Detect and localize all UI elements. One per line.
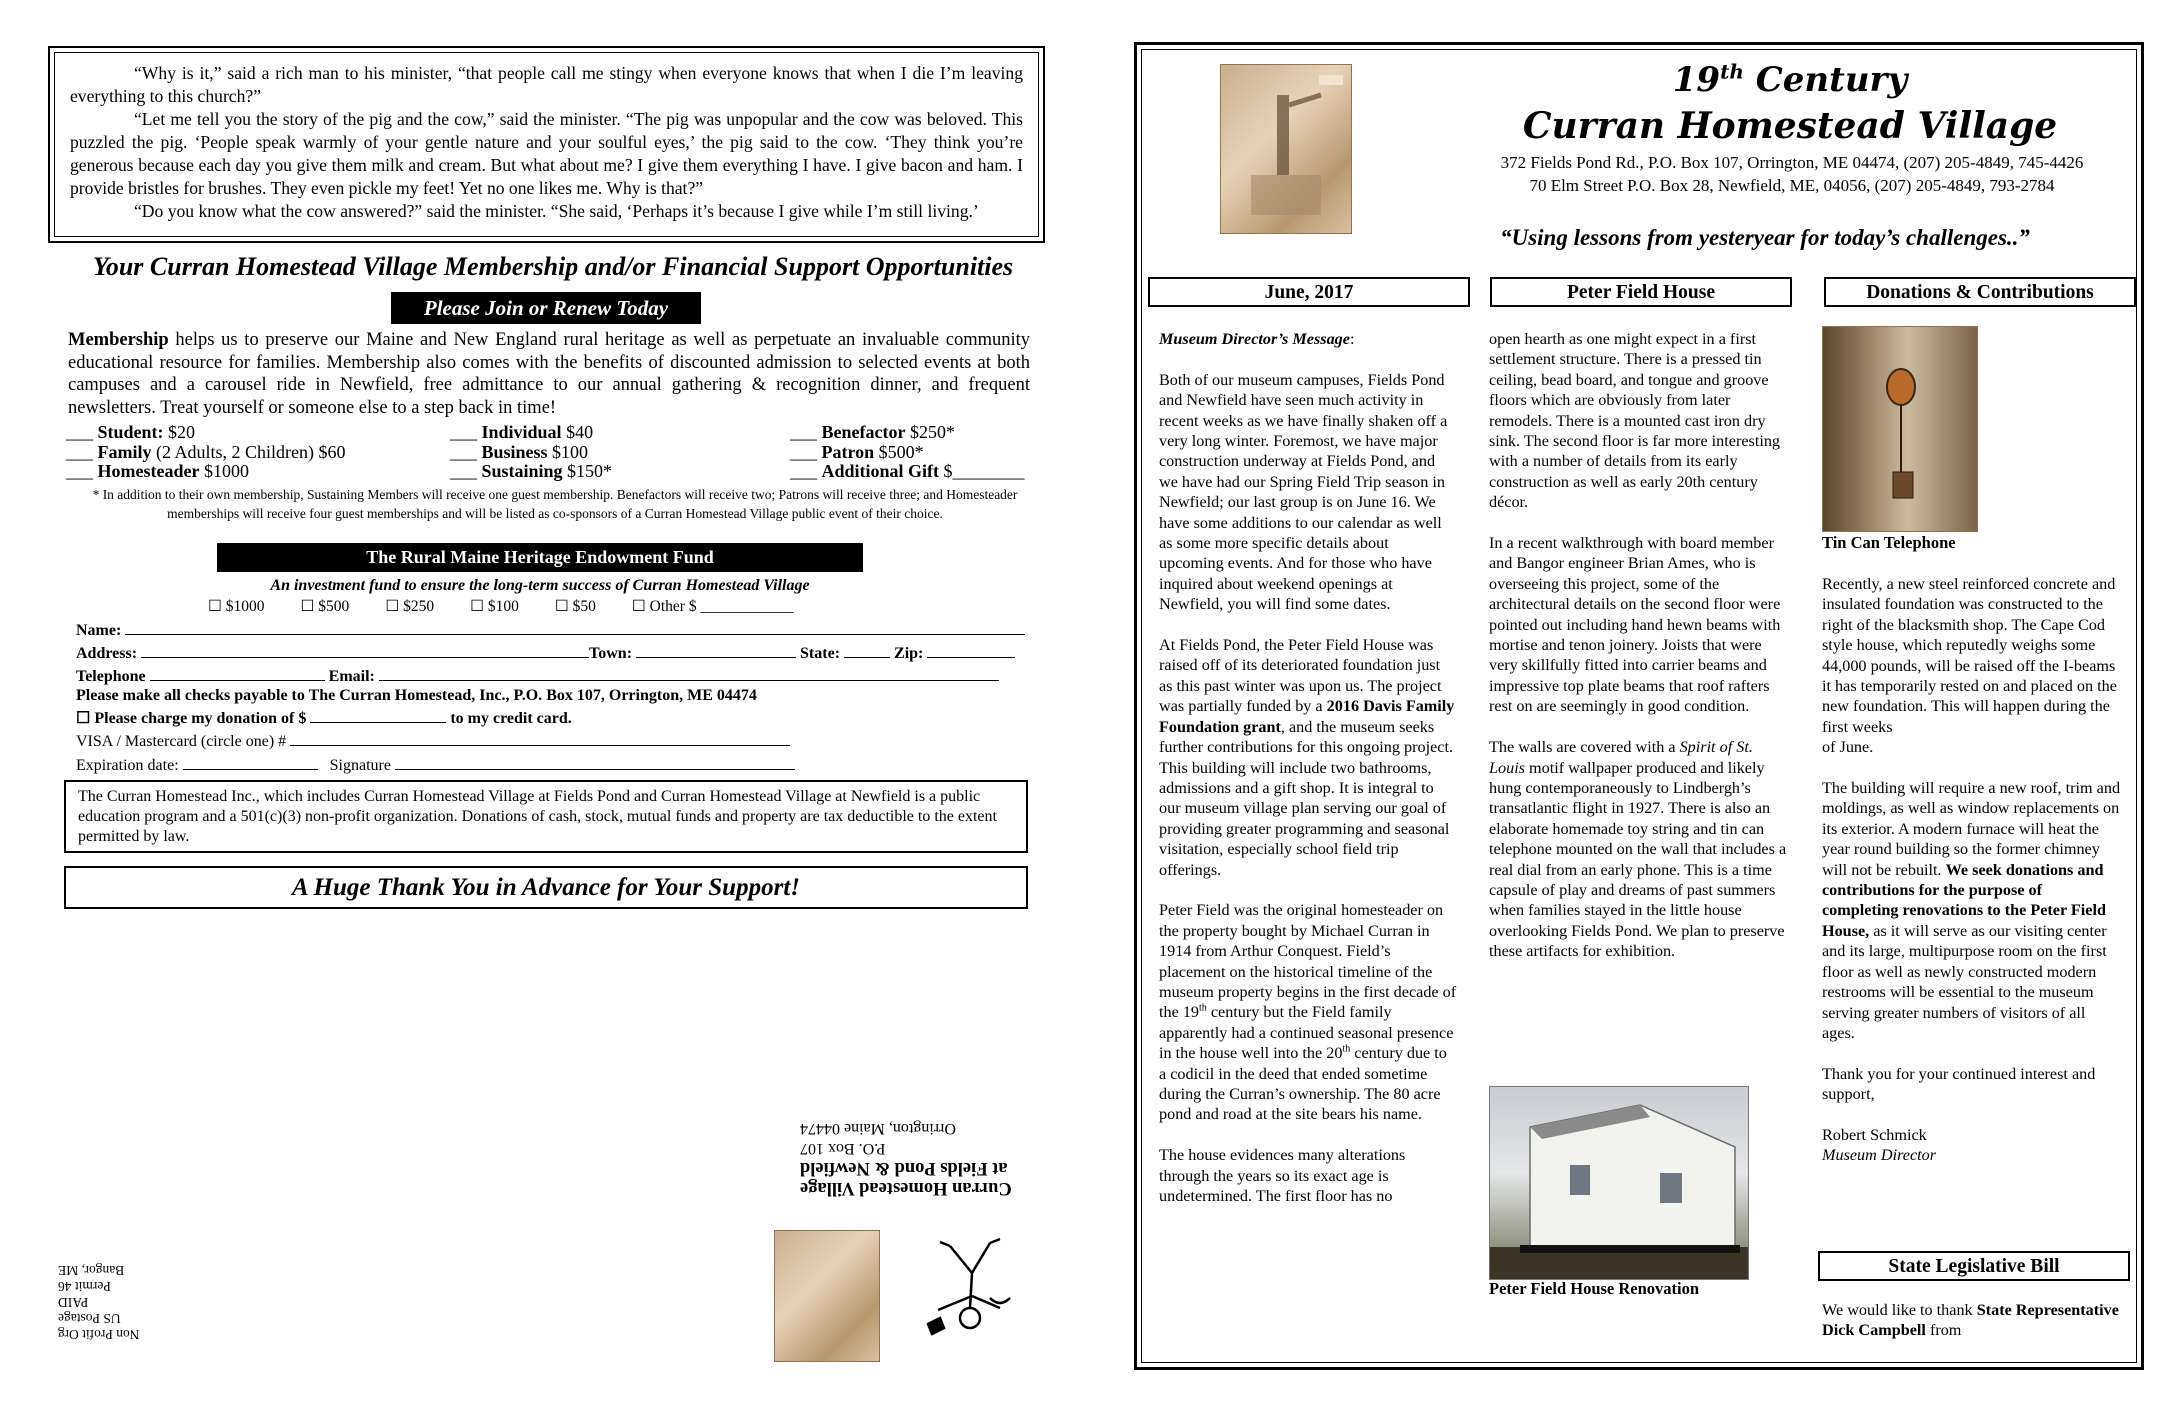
return-address-line: at Fields Pond & Newfield [800, 1158, 1008, 1178]
fund-option-100[interactable]: ☐ $100 [470, 598, 519, 615]
fund-option-250[interactable]: ☐ $250 [385, 598, 435, 615]
postage-line: US Postage [58, 1311, 121, 1326]
checks-note: Please make all checks payable to The Curran Homestead, Inc., P.O. Box 107, Orrington, ME 04474 [76, 687, 757, 704]
signature-title: Museum Director [1822, 1146, 1937, 1165]
zip-label: Zip: [894, 645, 924, 662]
return-address-line: Orrington, Maine 04474 [800, 1120, 956, 1137]
membership-heading: Your Curran Homestead Village Membership and/or Financial Support Opportunities [92, 252, 1014, 281]
donation-paragraph: Recently, a new steel reinforced concrete and insulated foundation was constructed to the right of the blacksmith shop. The Cape Cod style house, which reputedly weighs some 44,000 pounds, will be raised off the I-beams it has temporarily rested on and placed on the new foundation. This will happen during the first weeks [1822, 575, 2117, 736]
charge-amount-field[interactable] [310, 708, 446, 723]
postage-line: Bangor, ME [58, 1263, 125, 1278]
message-label-line: Museum Director’s Message: [1159, 330, 1355, 348]
newsletter-title: 19th Century [1672, 59, 1908, 100]
story-paragraph: “Let me tell you the story of the pig and the cow,” said the minister. “The pig was unpopular and the cow was beloved. This puzzled the pig. ‘People speak warmly of your gentle nature and your soulful eyes,’ the pig said to the cow. ‘They think you’re generous because each day you give them milk and cream. But what about me? I give them everything I have. I give bacon and ham. I provide bristles for brushes. They even pickle my feet! Yet no one likes me. Why is that?” [70, 109, 1023, 198]
tier-individual[interactable]: ___ Individual $40 [450, 422, 594, 442]
tin-can-telephone-photo [1822, 326, 1978, 532]
email-field[interactable] [379, 666, 999, 681]
charge-label: to my credit card. [450, 710, 572, 727]
expiration-row [76, 755, 795, 775]
email-label: Email: [328, 668, 375, 685]
telephone-row [76, 666, 999, 686]
return-address [800, 1118, 1070, 1198]
tier-student[interactable]: ___ Student: $20 [66, 422, 196, 442]
name-label: Name: [76, 622, 122, 639]
column-peter-field-house [1489, 329, 1787, 982]
house-paragraph: In a recent walkthrough with board member and Bangor engineer Brian Ames, who is overseeing this project, some of the architectural details on the second floor were pointed out including hand hewn beams with mortise and tenon joinery. Joists that were very skillfully fitted into carrier beams and impressive top plate beams that roof rafters rest on are seemingly in good condition. [1489, 534, 1781, 716]
house-photo-caption: Peter Field House Renovation [1489, 1279, 1700, 1298]
message-paragraph: At Fields Pond, the Peter Field House was raised off of its deteriorated foundation just as this past winter was upon us. The project was partially funded by a 2016 Davis Family Foundation grant, and the museum seeks further contributions for this ongoing project. This building will include two bathrooms, admissions and a gift shop. It is integral to our museum village plan serving our goal of providing greater programming and seasonal visitation, especially school field trip offerings. [1159, 636, 1455, 879]
postage-line: Permit 46 [58, 1279, 111, 1294]
postage-line: PAID [58, 1295, 89, 1310]
tier-benefactor[interactable]: ___ Benefactor $250* [790, 422, 955, 442]
tier-patron[interactable]: ___ Patron $500* [790, 442, 924, 462]
column-directors-message [1159, 329, 1457, 1227]
newsletter-motto: “Using lessons from yesteryear for today’s challenges..” [1500, 225, 2030, 250]
fund-option-1000[interactable]: ☐ $1000 [208, 598, 265, 615]
tier-family[interactable]: ___ Family (2 Adults, 2 Children) $60 [66, 442, 346, 462]
expiration-field[interactable] [183, 755, 318, 770]
house-paragraph: open hearth as one might expect in a first settlement structure. There is a pressed tin ceiling, bead board, and tongue and groove floors which are obviously from later remodels. There is a mounted cast iron dry sink. The second floor is far more interesting with a number of details from its early construction as well as early 20th century décor. [1489, 330, 1781, 512]
tier-business[interactable]: ___ Business $100 [450, 442, 589, 462]
pump-photo-small [774, 1230, 880, 1362]
address-label: Address: [76, 645, 138, 662]
signature-field[interactable] [395, 755, 795, 770]
message-paragraph: The house evidences many alterations through the years so its exact age is undetermined. The first floor has no [1159, 1146, 1406, 1205]
pump-photo [1220, 64, 1352, 234]
fund-option-other[interactable]: ☐ Other $ ____________ [631, 598, 794, 615]
membership-description [68, 329, 1030, 419]
name-field[interactable] [125, 620, 1025, 635]
charge-checkbox[interactable]: ☐ Please charge my donation of $ [76, 710, 307, 727]
message-paragraph: Peter Field was the original homesteader on the property bought by Michael Curran in 1914 from Arthur Conquest. Field’s placement on the historical timeline of the museum property begins in the first decade of the 19th century but the Field family apparently had a continued seasonal presence in the house well into the 20th century due to a codicil in the deed that ended sometime during the Curran’s ownership. The 80 acre pond and road at the site bears his name. [1159, 901, 1457, 1124]
house-paragraph: The walls are covered with a Spirit of St. Louis motif wallpaper produced and likely hung contemporaneously to Lindbergh’s transatlantic flight in 1927. There is also an elaborate homemade toy string and tin can telephone mounted on the wall that includes a real dial from an early phone. This is a time capsule of play and dreams of past summers when families stayed in the little house overlooking Fields Pond. We plan to preserve these artifacts for exhibition. [1489, 738, 1787, 961]
tier-additional-gift[interactable]: ___ Additional Gift $________ [790, 461, 1025, 481]
card-row [76, 731, 790, 751]
signature-label: Signature [329, 757, 391, 774]
house-photo [1489, 1086, 1749, 1280]
logo-illustration [900, 1232, 1030, 1358]
thank-you-banner: A Huge Thank You in Advance for Your Support! [64, 866, 1028, 909]
telephone-label: Telephone [76, 668, 146, 685]
name-row [76, 620, 1025, 640]
town-label: Town: [589, 645, 633, 662]
column-heading-legislative-bill: State Legislative Bill [1818, 1251, 2130, 1281]
tin-can-caption: Tin Can Telephone [1822, 533, 1956, 552]
state-field[interactable] [844, 643, 890, 658]
tier-sustaining[interactable]: ___ Sustaining $150* [450, 461, 613, 481]
join-banner: Please Join or Renew Today [391, 292, 701, 324]
donation-paragraph: of June. [1822, 738, 1874, 757]
column-heading-donations: Donations & Contributions [1824, 277, 2136, 307]
legislative-bill-text: We would like to thank State Representative Dick Campbell from [1822, 1301, 2119, 1340]
town-field[interactable] [636, 643, 796, 658]
fund-option-500[interactable]: ☐ $500 [300, 598, 350, 615]
postage-indicia [58, 1262, 168, 1342]
postage-line: Non Profit Org [58, 1327, 140, 1342]
donation-paragraph: Thank you for your continued interest and support, [1822, 1064, 2096, 1104]
card-label: VISA / Mastercard (circle one) # [76, 733, 287, 750]
membership-bold: Membership [68, 330, 169, 350]
address-newfield: 70 Elm Street P.O. Box 28, Newfield, ME, 04056, (207) 205-4849, 793-2784 [1529, 176, 2055, 195]
nonprofit-notice: The Curran Homestead Inc., which includes Curran Homestead Village at Fields Pond and Curran Homestead Village at Newfield is a public education program and a 501(c)(3) non-profit organization. Donations of cash, stock, mutual funds and property are tax deductible to the extent permitted by law. [64, 780, 1028, 853]
address-field[interactable] [141, 643, 589, 658]
story-box [48, 46, 1045, 243]
tier-homesteader[interactable]: ___ Homesteader $1000 [66, 461, 249, 481]
address-fields-pond: 372 Fields Pond Rd., P.O. Box 107, Orrington, ME 04474, (207) 205-4849, 745-4426 [1500, 153, 2084, 172]
story-paragraph: “Do you know what the cow answered?” said the minister. “She said, ‘Perhaps it’s because I give while I’m still living.’ [134, 201, 979, 221]
story-paragraph: “Why is it,” said a rich man to his minister, “that people call me stingy when everyone knows that when I die I’m leaving everything to this church?” [70, 63, 1023, 106]
endowment-options [208, 597, 829, 616]
return-address-line: Curran Homestead Village [800, 1178, 1012, 1198]
charge-row [76, 708, 572, 728]
address-row [76, 643, 1015, 663]
telephone-field[interactable] [150, 666, 325, 681]
membership-intro: helps us to preserve our Maine and New England rural heritage as well as perpetuate an invaluable community educational resource for families. Membership also comes with the benefits of discounted admission to selected events at both campuses and a carousel ride in Newfield, free admittance to our annual gathering & recognition dinner, and frequent newsletters. Treat yourself or someone else to a step back in time! [68, 330, 1030, 418]
column-heading-peter-field: Peter Field House [1490, 277, 1792, 307]
endowment-title: The Rural Maine Heritage Endowment Fund [217, 543, 863, 572]
expiration-label: Expiration date: [76, 757, 179, 774]
card-number-field[interactable] [290, 731, 790, 746]
zip-field[interactable] [927, 643, 1015, 658]
return-address-line: P.O. Box 107 [800, 1140, 886, 1157]
donation-paragraph: The building will require a new roof, trim and moldings, as well as window replacements on its exterior. A modern furnace will heat the year round building so the former chimney will not be rebuilt. We seek donations and contributions for the purpose of completing renovations to the Peter Field House, as it will serve as our visiting center and its large, multipurpose room on the first floor as well as newly constructed modern restrooms will be essential to the museum serving greater numbers of visitors of all ages. [1822, 779, 2121, 1042]
column-donations [1822, 574, 2122, 1186]
state-label: State: [800, 645, 841, 662]
column-heading-date: June, 2017 [1148, 277, 1470, 307]
membership-footnote: * In addition to their own membership, Sustaining Members will receive one guest membership. Benefactors will receive two; Patrons will receive three; and Homesteader memberships will receive four guest memberships and will be listed as co-sponsors of a Curran Homestead Village public event of their choice. [92, 487, 1018, 521]
signature-name: Robert Schmick [1822, 1125, 1927, 1144]
newsletter-title-village: Curran Homestead Village [1522, 105, 2058, 147]
fund-option-50[interactable]: ☐ $50 [554, 598, 596, 615]
message-paragraph: Both of our museum campuses, Fields Pond and Newfield have seen much activity in recent weeks as we have finally shaken off a very long winter. Foremost, we have major construction underway at Fields Pond, and we have had our Spring Field Trip season in Newfield; our last group is on June 16. We have some additions to our calendar as well as some more specific details about upcoming events. And for those who have inquired about weekend openings at Newfield, you will find some dates. [1159, 370, 1448, 614]
endowment-subtitle: An investment fund to ensure the long-term success of Curran Homestead Village [270, 577, 810, 594]
